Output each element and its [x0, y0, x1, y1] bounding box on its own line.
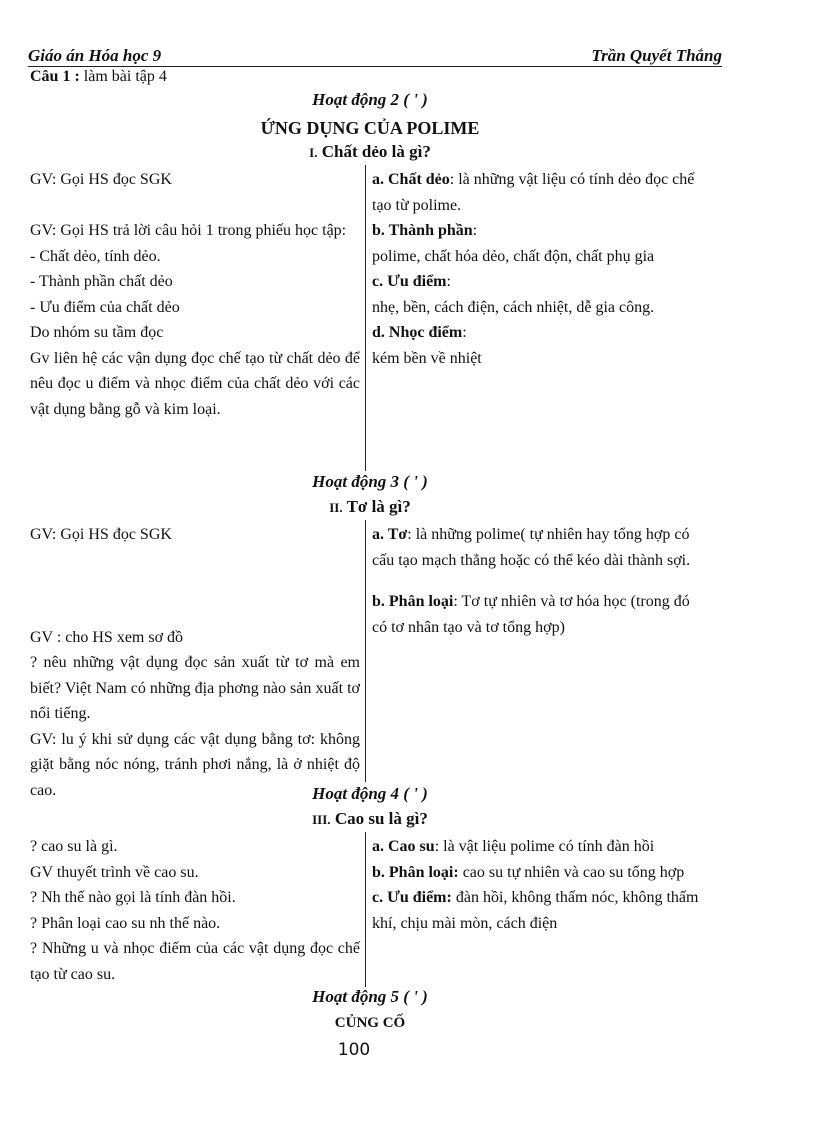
section-3-number: III. [312, 812, 331, 827]
s3-right-text: cao su tự nhiên và cao su tổng hợp [458, 863, 685, 881]
s1-right-text: kém bền về nhiệt [372, 349, 482, 367]
s3-left-line: ? Nh thế nào gọi là tính đàn hồi. [30, 889, 236, 906]
activity-5-heading: Hoạt động 5 ( ' ) [312, 987, 428, 1006]
s2-left-line: GV: lu ý khi sử dụng các vật dụng bằng tơ: không giặt bằng nóc nóng, tránh phơi nắng, là ở nhiệt độ cao. [30, 730, 360, 799]
header-author: Trần Quyết Thắng [591, 46, 722, 65]
section-1-heading [0, 142, 740, 162]
s1-right-item [372, 269, 702, 295]
s2-left-line: GV : cho HS xem sơ đồ [30, 628, 184, 646]
s2-right-label: a. Tơ [372, 526, 408, 543]
column-divider [365, 520, 366, 782]
s1-left-line: Do nhóm su tầm đọc [30, 324, 164, 341]
s1-left-line: - Thành phần chất dẻo [30, 273, 173, 290]
section-1-teacher-column [30, 167, 360, 422]
section-3-content-column [372, 834, 702, 936]
s1-right-text: polime, chất hóa dẻo, chất độn, chất phụ gia [372, 247, 655, 265]
s1-right-text: : [446, 273, 451, 290]
s1-right-item [372, 167, 702, 218]
s1-right-item [372, 295, 702, 321]
s2-left-line: ? nêu những vật dụng đọc sản xuất từ tơ mà em biết? Việt Nam có những địa phơng nào sản xuất tơ nổi tiếng. [30, 654, 360, 722]
consolidation-heading: CỦNG CỐ [334, 1015, 406, 1031]
s1-right-text: : [462, 324, 467, 341]
s1-left-line: - Ưu điểm của chất dẻo [30, 298, 180, 316]
main-title: ỨNG DỤNG CỦA POLIME [260, 118, 480, 138]
s2-right-label: b. Phân loại [372, 593, 454, 610]
page-header [28, 44, 722, 67]
s3-left-line: ? Những u và nhọc điểm của các vật dụng đọc chế tạo từ cao su. [30, 940, 360, 983]
s1-right-label: a. Chất dẻo [372, 171, 450, 188]
section-1-title: Chất dẻo là gì? [321, 142, 431, 161]
s2-left-spacer [30, 548, 360, 599]
header-subject: Giáo án Hóa học 9 [28, 46, 162, 65]
section-2-title: Tơ là gì? [346, 497, 411, 516]
section-2-teacher-column [30, 522, 360, 803]
s1-right-item [372, 320, 702, 346]
section-3-title: Cao su là gì? [334, 809, 428, 828]
activity-2-heading: Hoạt động 2 ( ' ) [312, 90, 428, 109]
page-number: 100 [337, 1040, 371, 1060]
s1-right-text: : [472, 222, 478, 239]
s2-right-item [372, 522, 702, 573]
question-1-label: Câu 1 : [30, 68, 80, 85]
s3-left-line: ? cao su là gì. [30, 838, 118, 855]
section-2-content-column [372, 522, 702, 640]
s1-right-text: : là những vật liệu có tính dẻo đọc chế tạo từ polime. [372, 171, 695, 214]
s1-left-line: Gv liên hệ các vận dụng đọc chế tạo từ chất dẻo để nêu đọc u điểm và nhọc điểm của chất dẻo với các vật dụng bằng gỗ và kim loại. [30, 349, 360, 418]
s3-right-label: a. Cao su [372, 838, 435, 855]
section-2-number: II. [329, 500, 343, 515]
s1-left-line: GV: Gọi HS đọc SGK [30, 171, 172, 188]
column-divider [365, 165, 366, 471]
s1-right-item [372, 244, 702, 270]
question-1-text: làm bài tập 4 [79, 68, 167, 85]
s1-left-spacer [30, 193, 360, 219]
column-divider [365, 832, 366, 987]
s3-right-text: : là vật liệu polime có tính đàn hồi [434, 838, 655, 855]
s1-right-item [372, 218, 702, 244]
s2-right-item [372, 589, 702, 640]
s1-right-label: b. Thành phần [372, 222, 473, 239]
question-1 [30, 68, 167, 86]
s3-right-item [372, 834, 702, 860]
s1-right-label: c. Ưu điểm [372, 273, 447, 290]
s3-left-line: GV thuyết trình về cao su. [30, 863, 199, 881]
activity-4-heading: Hoạt động 4 ( ' ) [312, 784, 428, 803]
s3-right-text: đàn hồi, không thấm nóc, không thấm khí, chịu mài mòn, cách điện [372, 889, 699, 932]
s3-left-line: ? Phân loại cao su nh thế nào. [30, 914, 221, 932]
section-1-number: I. [309, 145, 318, 160]
s1-left-line: GV: Gọi HS trả lời câu hỏi 1 trong phiếu học tập: [30, 222, 347, 239]
section-3-heading [0, 809, 740, 829]
s2-left-line: GV: Gọi HS đọc SGK [30, 526, 172, 543]
section-3-teacher-column [30, 834, 360, 987]
s3-right-item [372, 885, 702, 936]
s1-right-text: nhẹ, bền, cách điện, cách nhiệt, dễ gia công. [372, 298, 655, 316]
section-2-heading [0, 497, 740, 517]
s3-right-label: c. Ưu điểm: [372, 889, 452, 906]
activity-3-heading: Hoạt động 3 ( ' ) [312, 472, 428, 491]
s1-right-item [372, 346, 702, 372]
s3-right-item [372, 860, 702, 886]
s3-right-label: b. Phân loại: [372, 863, 459, 881]
s1-left-line: - Chất dẻo, tính dẻo. [30, 247, 161, 265]
s2-right-text: : là những polime( tự nhiên hay tổng hợp có cấu tạo mạch thẳng hoặc có thể kéo dài thành sợi. [372, 526, 691, 569]
s1-right-label: d. Nhọc điểm [372, 324, 463, 341]
s2-right-text: : Tơ tự nhiên và tơ hóa học (trong đó có tơ nhân tạo và tơ tổng hợp) [372, 593, 690, 636]
section-1-content-column [372, 167, 702, 371]
